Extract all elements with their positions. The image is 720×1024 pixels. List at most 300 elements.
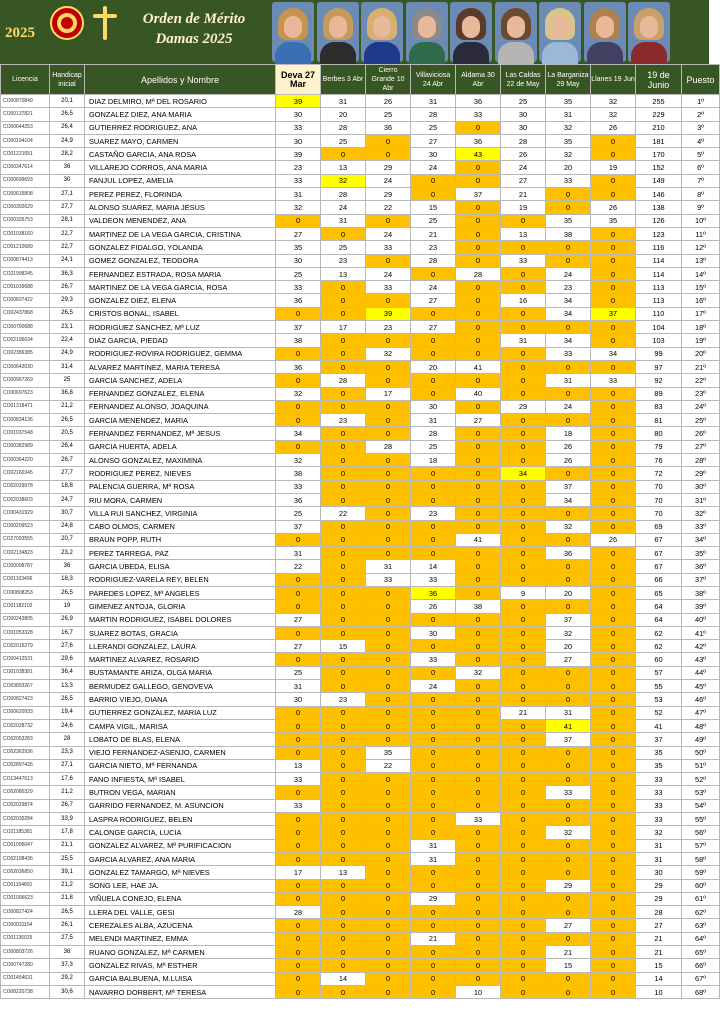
total-cell: 70 xyxy=(636,507,682,520)
handicap-cell: 24,9 xyxy=(50,134,85,147)
score-cell: 18 xyxy=(411,454,456,467)
score-cell: 19 xyxy=(501,201,546,214)
total-cell: 72 xyxy=(636,467,682,480)
score-cell: 33 xyxy=(366,241,411,254)
licence-cell: CO02080329 xyxy=(1,786,50,799)
player-name-cell: SUAREZ BOTAS, GRACIA xyxy=(85,626,276,639)
table-row xyxy=(1,214,720,227)
position-cell: 11º xyxy=(682,227,720,240)
handicap-cell: 28,1 xyxy=(50,214,85,227)
score-cell: 0 xyxy=(591,414,636,427)
player-photo-8 xyxy=(584,2,626,62)
handicap-cell: 26,7 xyxy=(50,454,85,467)
ranking-table xyxy=(0,64,720,999)
position-cell: 1º xyxy=(682,95,720,108)
score-cell: 0 xyxy=(456,719,501,732)
score-cell: 33 xyxy=(366,281,411,294)
score-cell: 0 xyxy=(321,281,366,294)
score-cell: 0 xyxy=(411,719,456,732)
table-row xyxy=(1,307,720,320)
licence-cell: CO00620933 xyxy=(1,706,50,719)
score-cell: 0 xyxy=(501,360,546,373)
score-cell: 0 xyxy=(591,773,636,786)
handicap-cell: 33,9 xyxy=(50,813,85,826)
score-cell: 0 xyxy=(546,799,591,812)
total-cell: 67 xyxy=(636,547,682,560)
score-cell: 25 xyxy=(501,95,546,108)
score-cell: 0 xyxy=(321,440,366,453)
score-cell: 0 xyxy=(321,334,366,347)
score-cell: 0 xyxy=(366,507,411,520)
score-cell: 35 xyxy=(546,134,591,147)
position-cell: 65º xyxy=(682,946,720,959)
handicap-cell: 23,2 xyxy=(50,547,85,560)
score-cell: 0 xyxy=(366,946,411,959)
score-cell: 27 xyxy=(456,414,501,427)
total-cell: 113 xyxy=(636,294,682,307)
score-cell: 0 xyxy=(366,493,411,506)
handicap-cell: 26,7 xyxy=(50,281,85,294)
score-cell: 0 xyxy=(456,839,501,852)
table-row xyxy=(1,134,720,147)
total-cell: 27 xyxy=(636,919,682,932)
score-cell: 25 xyxy=(411,440,456,453)
player-name-cell: GARCIA HUERTA, ADELA xyxy=(85,440,276,453)
player-name-cell: VIÑUELA CONEJO, ELENA xyxy=(85,892,276,905)
score-cell: 33 xyxy=(366,573,411,586)
score-cell: 0 xyxy=(366,972,411,985)
score-cell: 24 xyxy=(321,201,366,214)
score-cell: 0 xyxy=(276,746,321,759)
table-row xyxy=(1,374,720,387)
score-cell: 17 xyxy=(276,866,321,879)
score-cell: 0 xyxy=(456,879,501,892)
score-cell: 0 xyxy=(591,174,636,187)
position-cell: 2º xyxy=(682,108,720,121)
licence-cell: CO03893267 xyxy=(1,680,50,693)
total-cell: 64 xyxy=(636,600,682,613)
total-cell: 31 xyxy=(636,839,682,852)
score-cell: 9 xyxy=(501,586,546,599)
score-cell: 0 xyxy=(366,826,411,839)
score-cell: 35 xyxy=(366,746,411,759)
player-name-cell: GUTIERREZ GONZALEZ, MARIA LUZ xyxy=(85,706,276,719)
handicap-cell: 28 xyxy=(50,733,85,746)
score-cell: 0 xyxy=(546,852,591,865)
total-cell: 76 xyxy=(636,454,682,467)
score-cell: 24 xyxy=(366,267,411,280)
licence-cell: CO00209523 xyxy=(1,520,50,533)
score-cell: 0 xyxy=(456,892,501,905)
licence-cell: CO01038160 xyxy=(1,227,50,240)
handicap-cell: 21,2 xyxy=(50,879,85,892)
total-cell: 81 xyxy=(636,414,682,427)
score-cell: 0 xyxy=(366,706,411,719)
score-cell: 0 xyxy=(276,440,321,453)
player-name-cell: DIAZ GARCIA, PIEDAD xyxy=(85,334,276,347)
score-cell: 0 xyxy=(501,347,546,360)
score-cell: 0 xyxy=(366,360,411,373)
score-cell: 36 xyxy=(276,360,321,373)
score-cell: 0 xyxy=(321,906,366,919)
score-cell: 29 xyxy=(366,161,411,174)
player-name-cell: BRAUN POPP, RUTH xyxy=(85,533,276,546)
score-cell: 35 xyxy=(546,214,591,227)
score-cell: 0 xyxy=(366,680,411,693)
handicap-cell: 36,3 xyxy=(50,267,85,280)
score-cell: 0 xyxy=(411,666,456,679)
score-cell: 25 xyxy=(366,108,411,121)
table-row xyxy=(1,547,720,560)
score-cell: 36 xyxy=(276,493,321,506)
score-cell: 0 xyxy=(276,706,321,719)
score-cell: 0 xyxy=(456,227,501,240)
score-cell: 39 xyxy=(366,307,411,320)
score-cell: 0 xyxy=(591,799,636,812)
score-cell: 0 xyxy=(591,626,636,639)
score-cell: 0 xyxy=(501,387,546,400)
score-cell: 34 xyxy=(546,294,591,307)
score-cell: 22 xyxy=(366,201,411,214)
score-cell: 32 xyxy=(276,387,321,400)
licence-cell: CO00137821 xyxy=(1,108,50,121)
score-cell: 0 xyxy=(591,134,636,147)
score-cell: 0 xyxy=(321,360,366,373)
score-cell: 0 xyxy=(591,906,636,919)
licence-cell: CO00827423 xyxy=(1,693,50,706)
score-cell: 0 xyxy=(501,773,546,786)
score-cell: 13 xyxy=(321,866,366,879)
score-cell: 33 xyxy=(501,254,546,267)
score-cell: 0 xyxy=(546,839,591,852)
handicap-cell: 36,8 xyxy=(50,387,85,400)
score-cell: 0 xyxy=(546,360,591,373)
total-cell: 152 xyxy=(636,161,682,174)
player-name-cell: GARCIA SANCHEZ, ADELA xyxy=(85,374,276,387)
handicap-cell: 30,7 xyxy=(50,507,85,520)
table-row xyxy=(1,666,720,679)
score-cell: 27 xyxy=(546,919,591,932)
score-cell: 0 xyxy=(366,879,411,892)
score-cell: 0 xyxy=(456,493,501,506)
score-cell: 0 xyxy=(456,440,501,453)
player-name-cell: FERNANDEZ ESTRADA, ROSA MARIA xyxy=(85,267,276,280)
handicap-cell: 19,4 xyxy=(50,706,85,719)
score-cell: 0 xyxy=(411,493,456,506)
score-cell: 0 xyxy=(366,427,411,440)
score-cell: 37 xyxy=(546,733,591,746)
score-cell: 32 xyxy=(276,201,321,214)
position-cell: 64º xyxy=(682,932,720,945)
score-cell: 0 xyxy=(366,813,411,826)
table-row xyxy=(1,254,720,267)
total-cell: 67 xyxy=(636,533,682,546)
total-cell: 92 xyxy=(636,374,682,387)
score-cell: 23 xyxy=(321,254,366,267)
player-name-cell: PEREZ PEREZ, FLORINDA xyxy=(85,188,276,201)
position-cell: 46º xyxy=(682,693,720,706)
score-cell: 38 xyxy=(276,467,321,480)
score-cell: 0 xyxy=(456,773,501,786)
position-cell: 66º xyxy=(682,959,720,972)
table-row xyxy=(1,440,720,453)
handicap-cell: 20,5 xyxy=(50,427,85,440)
player-name-cell: GARCIA BALBUENA, M.LUISA xyxy=(85,972,276,985)
score-cell: 0 xyxy=(501,653,546,666)
position-cell: 8º xyxy=(682,188,720,201)
position-cell: 60º xyxy=(682,879,720,892)
player-name-cell: LLERANDI GONZALEZ, LAURA xyxy=(85,640,276,653)
score-cell: 0 xyxy=(591,826,636,839)
col-event-7: La Barganiza 29 May xyxy=(546,65,591,95)
score-cell: 21 xyxy=(411,932,456,945)
score-cell: 0 xyxy=(411,972,456,985)
total-cell: 62 xyxy=(636,640,682,653)
score-cell: 13 xyxy=(321,267,366,280)
score-cell: 0 xyxy=(591,972,636,985)
total-cell: 15 xyxy=(636,959,682,972)
position-cell: 6º xyxy=(682,161,720,174)
score-cell: 27 xyxy=(411,134,456,147)
score-cell: 31 xyxy=(546,108,591,121)
handicap-cell: 36,4 xyxy=(50,666,85,679)
score-cell: 0 xyxy=(366,773,411,786)
score-cell: 27 xyxy=(276,613,321,626)
table-row xyxy=(1,95,720,108)
score-cell: 0 xyxy=(276,972,321,985)
score-cell: 34 xyxy=(501,467,546,480)
position-cell: 4º xyxy=(682,134,720,147)
handicap-cell: 26,4 xyxy=(50,440,85,453)
score-cell: 0 xyxy=(591,254,636,267)
player-photo-4 xyxy=(406,2,448,62)
score-cell: 0 xyxy=(321,959,366,972)
licence-cell: CO01038381 xyxy=(1,666,50,679)
score-cell: 31 xyxy=(276,547,321,560)
score-cell: 23 xyxy=(276,161,321,174)
score-cell: 24 xyxy=(411,161,456,174)
score-cell: 0 xyxy=(456,294,501,307)
position-cell: 58º xyxy=(682,852,720,865)
score-cell: 0 xyxy=(411,547,456,560)
score-cell: 33 xyxy=(276,174,321,187)
col-licencia: Licencia xyxy=(1,65,50,95)
player-name-cell: VIEJO FERNANDEZ-ASENJO, CARMEN xyxy=(85,746,276,759)
position-cell: 27º xyxy=(682,440,720,453)
licence-cell: CO02028732 xyxy=(1,719,50,732)
score-cell: 0 xyxy=(366,666,411,679)
licence-cell: CO00834136 xyxy=(1,414,50,427)
score-cell: 31 xyxy=(321,214,366,227)
score-cell: 0 xyxy=(456,946,501,959)
table-row xyxy=(1,826,720,839)
score-cell: 0 xyxy=(501,879,546,892)
licence-cell: CO01095047 xyxy=(1,839,50,852)
score-cell: 32 xyxy=(546,826,591,839)
licence-cell: CO00699693 xyxy=(1,174,50,187)
ranking-rows xyxy=(1,95,720,999)
score-cell: 0 xyxy=(456,693,501,706)
handicap-cell: 26,5 xyxy=(50,586,85,599)
licence-cell: CO02196634 xyxy=(1,334,50,347)
table-row xyxy=(1,746,720,759)
score-cell: 0 xyxy=(501,267,546,280)
score-cell: 30 xyxy=(501,121,546,134)
score-cell: 0 xyxy=(321,706,366,719)
score-cell: 0 xyxy=(591,560,636,573)
player-photo-2 xyxy=(317,2,359,62)
table-row xyxy=(1,493,720,506)
page-title xyxy=(124,9,264,49)
licence-cell: CO00326753 xyxy=(1,214,50,227)
table-row xyxy=(1,121,720,134)
score-cell: 22 xyxy=(321,507,366,520)
total-cell: 65 xyxy=(636,586,682,599)
total-cell: 33 xyxy=(636,786,682,799)
score-cell: 24 xyxy=(546,400,591,413)
licence-cell: CO02015279 xyxy=(1,640,50,653)
position-cell: 15º xyxy=(682,281,720,294)
licence-cell: CO01154891 xyxy=(1,879,50,892)
score-cell: 0 xyxy=(276,719,321,732)
score-cell: 39 xyxy=(276,95,321,108)
player-name-cell: GARCIA ALVAREZ, ANA MARIA xyxy=(85,852,276,865)
score-cell: 29 xyxy=(411,892,456,905)
table-row xyxy=(1,959,720,972)
score-cell: 0 xyxy=(501,932,546,945)
score-cell: 0 xyxy=(366,414,411,427)
score-cell: 0 xyxy=(321,813,366,826)
position-cell: 3º xyxy=(682,121,720,134)
score-cell: 0 xyxy=(321,680,366,693)
score-cell: 26 xyxy=(591,121,636,134)
score-cell: 0 xyxy=(456,347,501,360)
handicap-cell: 21,8 xyxy=(50,892,85,905)
table-row xyxy=(1,334,720,347)
total-cell: 29 xyxy=(636,879,682,892)
total-cell: 53 xyxy=(636,693,682,706)
total-cell: 41 xyxy=(636,719,682,732)
licence-cell: CO00827424 xyxy=(1,906,50,919)
score-cell: 0 xyxy=(456,214,501,227)
score-cell: 0 xyxy=(591,653,636,666)
position-cell: 68º xyxy=(682,985,720,998)
handicap-cell: 17,8 xyxy=(50,826,85,839)
score-cell: 0 xyxy=(546,188,591,201)
score-cell: 13 xyxy=(321,161,366,174)
score-cell: 0 xyxy=(366,985,411,998)
licence-cell: CO01182102 xyxy=(1,600,50,613)
licence-cell: CO00243805 xyxy=(1,613,50,626)
position-cell: 5º xyxy=(682,148,720,161)
score-cell: 26 xyxy=(591,533,636,546)
player-photo-9 xyxy=(628,2,670,62)
handicap-cell: 20,7 xyxy=(50,533,85,546)
score-cell: 0 xyxy=(591,959,636,972)
score-cell: 32 xyxy=(546,626,591,639)
handicap-cell: 27,1 xyxy=(50,188,85,201)
score-cell: 0 xyxy=(366,959,411,972)
table-header-row xyxy=(1,65,720,95)
score-cell: 0 xyxy=(591,493,636,506)
table-row xyxy=(1,573,720,586)
player-name-cell: MELENDI MARTINEZ, EMMA xyxy=(85,932,276,945)
score-cell: 33 xyxy=(546,174,591,187)
score-cell: 0 xyxy=(501,839,546,852)
score-cell: 0 xyxy=(501,813,546,826)
player-name-cell: SUAREZ MAYO, CARMEN xyxy=(85,134,276,147)
licence-cell: CO21185381 xyxy=(1,826,50,839)
score-cell: 0 xyxy=(501,374,546,387)
score-cell: 0 xyxy=(276,347,321,360)
licence-cell: CO01039688 xyxy=(1,281,50,294)
score-cell: 33 xyxy=(546,347,591,360)
score-cell: 0 xyxy=(591,733,636,746)
score-cell: 0 xyxy=(411,746,456,759)
licence-cell: CO01318471 xyxy=(1,400,50,413)
score-cell: 40 xyxy=(456,387,501,400)
table-row xyxy=(1,387,720,400)
score-cell: 0 xyxy=(411,480,456,493)
score-cell: 0 xyxy=(591,241,636,254)
score-cell: 33 xyxy=(276,281,321,294)
total-cell: 30 xyxy=(636,866,682,879)
score-cell: 28 xyxy=(411,254,456,267)
score-cell: 24 xyxy=(546,267,591,280)
total-cell: 70 xyxy=(636,480,682,493)
score-cell: 0 xyxy=(321,520,366,533)
position-cell: 52º xyxy=(682,773,720,786)
licence-cell: CO00431929 xyxy=(1,507,50,520)
score-cell: 0 xyxy=(456,972,501,985)
score-cell: 34 xyxy=(546,334,591,347)
score-cell: 41 xyxy=(456,360,501,373)
score-cell: 34 xyxy=(276,427,321,440)
score-cell: 0 xyxy=(456,586,501,599)
score-cell: 0 xyxy=(321,653,366,666)
score-cell: 18 xyxy=(546,427,591,440)
score-cell: 0 xyxy=(501,799,546,812)
score-cell: 0 xyxy=(366,467,411,480)
score-cell: 0 xyxy=(591,586,636,599)
score-cell: 0 xyxy=(456,733,501,746)
handicap-cell: 27,1 xyxy=(50,759,85,772)
score-cell: 0 xyxy=(546,932,591,945)
score-cell: 0 xyxy=(501,946,546,959)
score-cell: 31 xyxy=(366,560,411,573)
handicap-cell: 26,5 xyxy=(50,414,85,427)
position-cell: 34º xyxy=(682,533,720,546)
score-cell: 0 xyxy=(456,919,501,932)
table-row xyxy=(1,626,720,639)
score-cell: 0 xyxy=(366,839,411,852)
score-cell: 0 xyxy=(501,972,546,985)
player-name-cell: CALONGE GARCIA, LUCIA xyxy=(85,826,276,839)
score-cell: 0 xyxy=(321,427,366,440)
score-cell: 0 xyxy=(276,374,321,387)
score-cell: 0 xyxy=(321,773,366,786)
score-cell: 0 xyxy=(456,507,501,520)
score-cell: 0 xyxy=(456,520,501,533)
table-row xyxy=(1,427,720,440)
score-cell: 0 xyxy=(276,573,321,586)
score-cell: 0 xyxy=(456,254,501,267)
licence-cell: CO00412531 xyxy=(1,653,50,666)
position-cell: 18º xyxy=(682,321,720,334)
position-cell: 53º xyxy=(682,786,720,799)
score-cell: 0 xyxy=(456,161,501,174)
score-cell: 0 xyxy=(456,374,501,387)
